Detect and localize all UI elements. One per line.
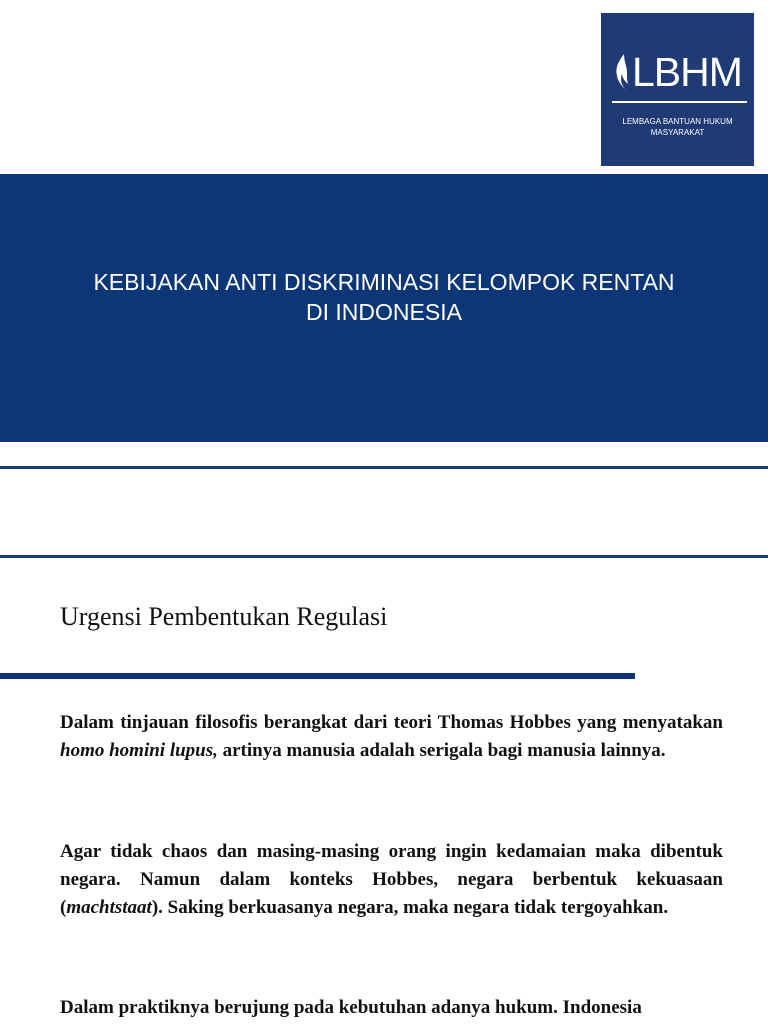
logo-wordmark: LBHM xyxy=(632,49,742,95)
latin-phrase: homo homini lupus, xyxy=(60,740,218,761)
document-title: KEBIJAKAN ANTI DISKRIMINASI KELOMPOK RENTAN DI INDONESIA xyxy=(93,269,675,325)
section-underline xyxy=(0,673,635,679)
title-banner xyxy=(0,174,768,442)
logo-subtitle-line-1: LEMBAGA BANTUAN HUKUM xyxy=(622,117,733,126)
paragraph-text: artinya manusia adalah serigala bagi manusia lainnya. xyxy=(217,740,666,761)
paragraph-hukum: Dalam praktiknya berujung pada kebutuhan adanya hukum. Indonesia xyxy=(60,997,642,1018)
paragraph-text: Dalam tinjauan filosofis berangkat dari teori Thomas Hobbes yang menyatakan xyxy=(60,712,723,733)
section-title: Urgensi Pembentukan Regulasi xyxy=(60,602,388,631)
divider-top xyxy=(0,466,768,469)
paragraph-hobbes xyxy=(60,709,723,765)
paragraph-text: ). Saking berkuasanya negara, maka negara tidak tergoyahkan. xyxy=(151,897,669,918)
lbhm-logo xyxy=(601,13,754,166)
german-term: machtstaat xyxy=(66,897,152,918)
paragraph-text: Agar tidak chaos dan masing-masing orang ingin kedamaian maka dibentuk negara. Namun dalam konteks Hobbes, negara berbentuk kekuasaan ( xyxy=(60,841,723,918)
flame-icon xyxy=(612,52,632,92)
logo-subtitle xyxy=(601,116,754,138)
logo-divider xyxy=(612,101,747,103)
paragraph-negara xyxy=(60,838,723,922)
logo-subtitle-line-2: MASYARAKAT xyxy=(650,128,705,137)
divider-bottom xyxy=(0,555,768,558)
